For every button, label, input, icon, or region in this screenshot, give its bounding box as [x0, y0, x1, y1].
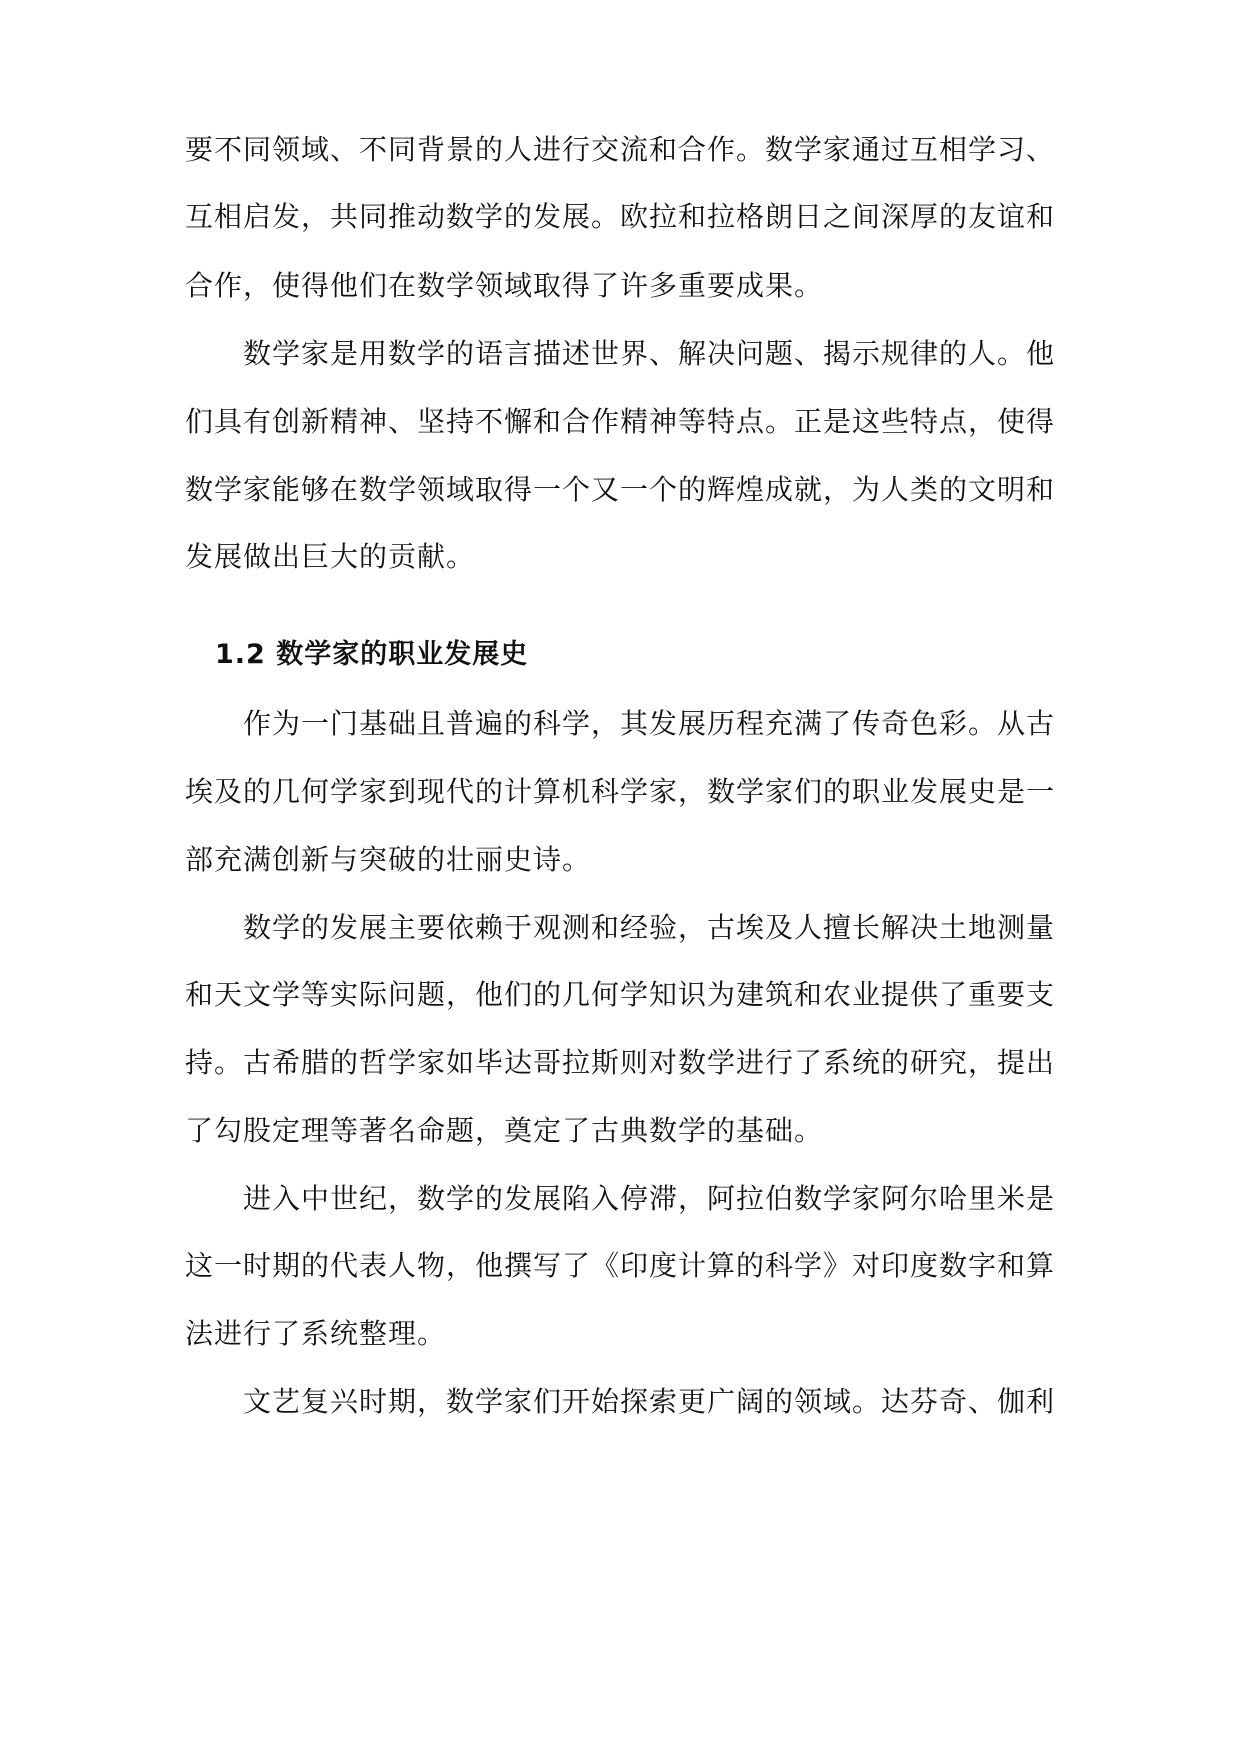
paragraph-line: 数学的发展主要依赖于观测和经验，古埃及人擅长解决土地测量	[243, 911, 1056, 944]
paragraph-line: 数学家能够在数学领域取得一个又一个的辉煌成就，为人类的文明和	[185, 473, 1056, 506]
paragraph-line: 们具有创新精神、坚持不懈和合作精神等特点。正是这些特点，使得	[185, 405, 1056, 438]
paragraph-line: 部充满创新与突破的壮丽史诗。	[185, 843, 592, 876]
paragraph-line: 这一时期的代表人物，他撰写了《印度计算的科学》对印度数字和算	[185, 1249, 1056, 1282]
section-heading: 1.2 数学家的职业发展史	[215, 639, 529, 670]
paragraph-line: 和天文学等实际问题，他们的几何学知识为建筑和农业提供了重要支	[185, 978, 1056, 1011]
paragraph-line: 了勾股定理等著名命题，奠定了古典数学的基础。	[185, 1114, 824, 1147]
paragraph-line: 文艺复兴时期，数学家们开始探索更广阔的领域。达芬奇、伽利	[243, 1385, 1056, 1418]
paragraph-line: 合作，使得他们在数学领域取得了许多重要成果。	[185, 269, 824, 302]
paragraph-line: 互相启发，共同推动数学的发展。欧拉和拉格朗日之间深厚的友谊和	[185, 200, 1056, 233]
paragraph-line: 法进行了系统整理。	[185, 1317, 447, 1350]
paragraph-line: 进入中世纪，数学的发展陷入停滞，阿拉伯数学家阿尔哈里米是	[243, 1182, 1056, 1215]
paragraph-line: 数学家是用数学的语言描述世界、解决问题、揭示规律的人。他	[243, 337, 1056, 370]
paragraph-line: 发展做出巨大的贡献。	[185, 540, 476, 573]
paragraph-line: 持。古希腊的哲学家如毕达哥拉斯则对数学进行了系统的研究，提出	[185, 1046, 1056, 1079]
paragraph-line: 作为一门基础且普遍的科学，其发展历程充满了传奇色彩。从古	[243, 707, 1056, 740]
paragraph-line: 埃及的几何学家到现代的计算机科学家，数学家们的职业发展史是一	[185, 775, 1056, 808]
paragraph-line: 要不同领域、不同背景的人进行交流和合作。数学家通过互相学习、	[185, 133, 1056, 166]
